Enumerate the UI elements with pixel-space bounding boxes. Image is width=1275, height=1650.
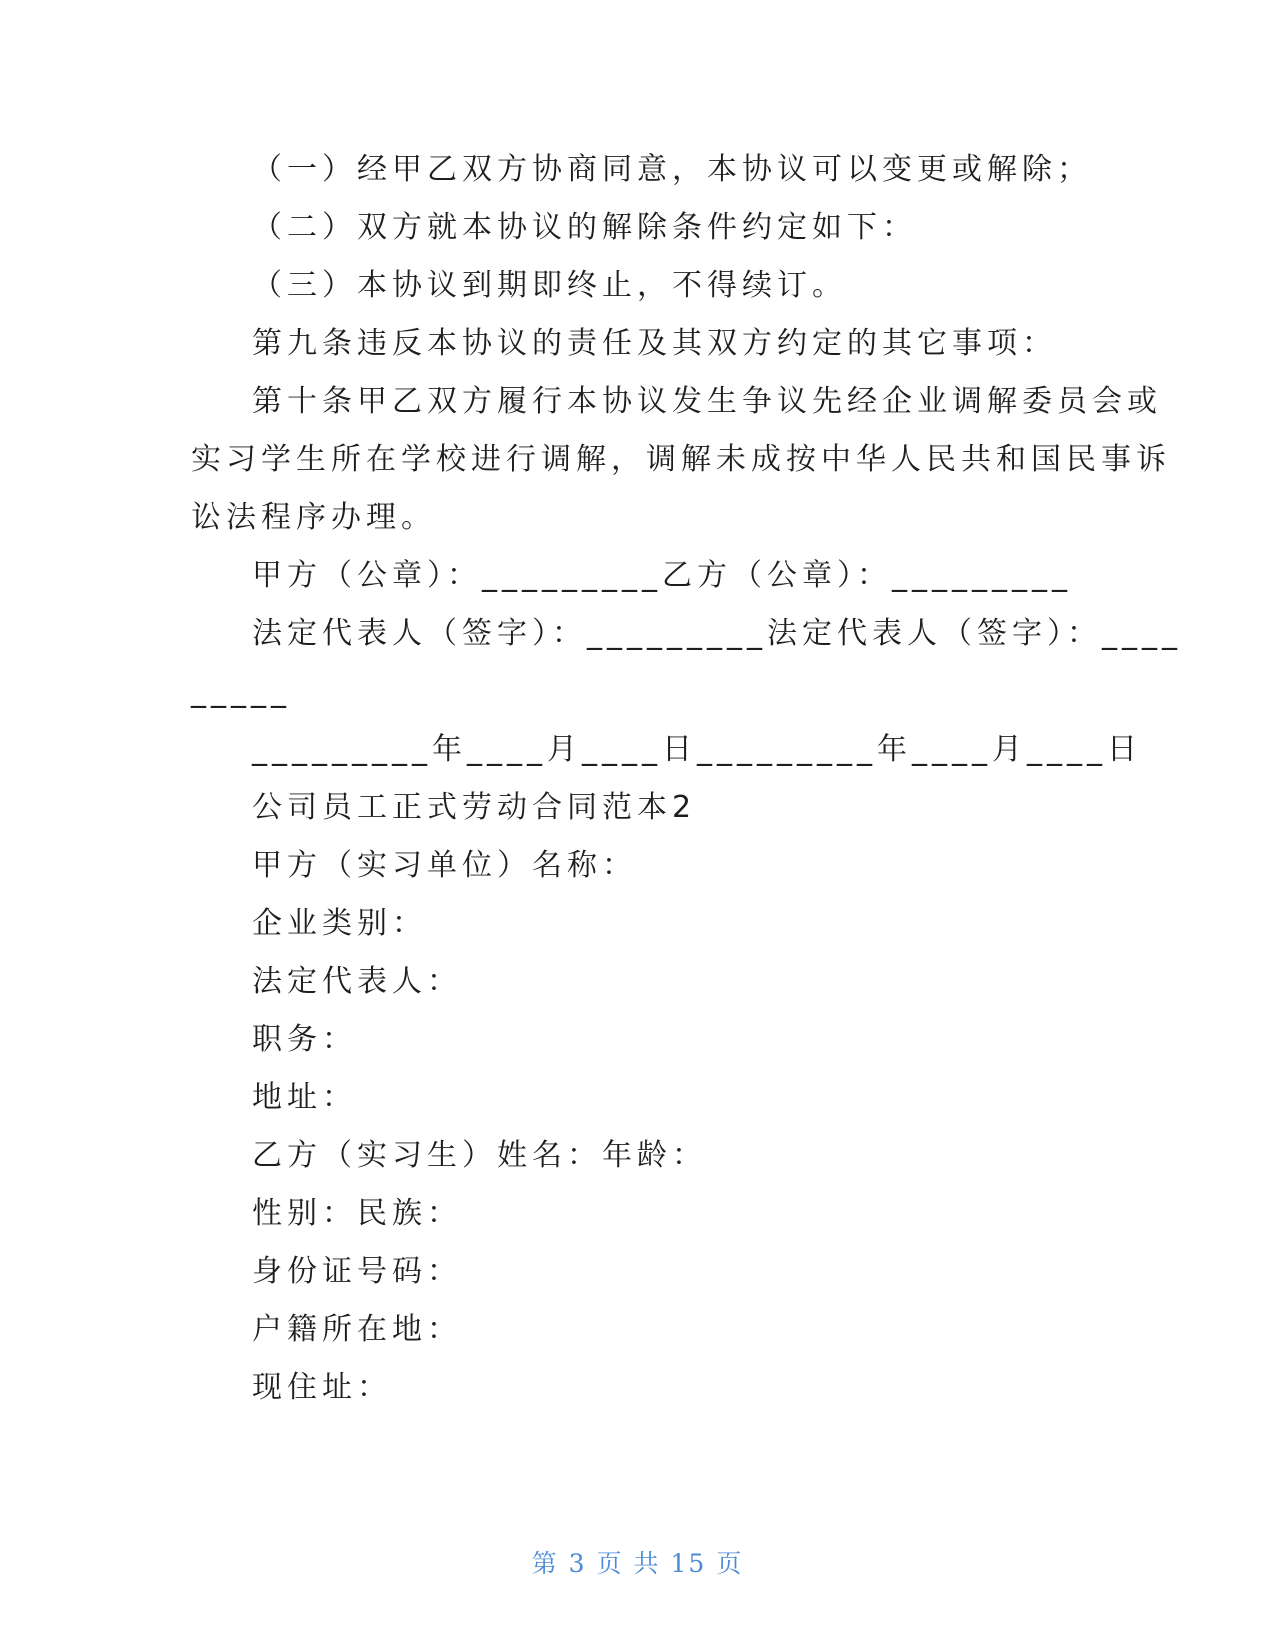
footer-total-pages: 15 — [670, 1549, 707, 1578]
gender-ethnicity: 性别：民族： — [252, 1196, 462, 1231]
footer-middle: 页 共 — [596, 1549, 661, 1578]
footer-current-page: 3 — [568, 1549, 587, 1578]
id-number: 身份证号码： — [252, 1254, 462, 1289]
clause-item-3: （三）本协议到期即终止，不得续订。 — [252, 268, 847, 303]
article-10-line-3: 讼法程序办理。 — [191, 500, 436, 535]
party-a-name: 甲方（实习单位）名称： — [252, 848, 637, 883]
article-9: 第九条违反本协议的责任及其双方约定的其它事项： — [252, 326, 1057, 361]
signature-line-wrap: _____ — [191, 674, 291, 709]
date-line: _________年____月____日_________年____月____日 — [252, 732, 1142, 767]
article-10-line-1: 第十条甲乙双方履行本协议发生争议先经企业调解委员会或 — [252, 384, 1162, 419]
current-address: 现住址： — [252, 1370, 392, 1405]
enterprise-category: 企业类别： — [252, 906, 427, 941]
address: 地址： — [252, 1080, 357, 1115]
contract-title: 公司员工正式劳动合同范本2 — [252, 790, 697, 825]
article-10-line-2: 实习学生所在学校进行调解，调解未成按中华人民共和国民事诉 — [191, 442, 1171, 477]
clause-item-1: （一）经甲乙双方协商同意，本协议可以变更或解除； — [252, 152, 1092, 187]
position: 职务： — [252, 1022, 357, 1057]
party-b-name-age: 乙方（实习生）姓名：年龄： — [252, 1138, 707, 1173]
footer-suffix: 页 — [716, 1549, 744, 1578]
legal-representative: 法定代表人： — [252, 964, 462, 999]
seal-line: 甲方（公章）：_________乙方（公章）：_________ — [252, 558, 1072, 593]
household-registration: 户籍所在地： — [252, 1312, 462, 1347]
footer-prefix: 第 — [531, 1549, 559, 1578]
signature-line: 法定代表人（签字）：_________法定代表人（签字）：____ — [252, 616, 1182, 651]
clause-item-2: （二）双方就本协议的解除条件约定如下： — [252, 210, 917, 245]
page-footer — [0, 1544, 1275, 1580]
